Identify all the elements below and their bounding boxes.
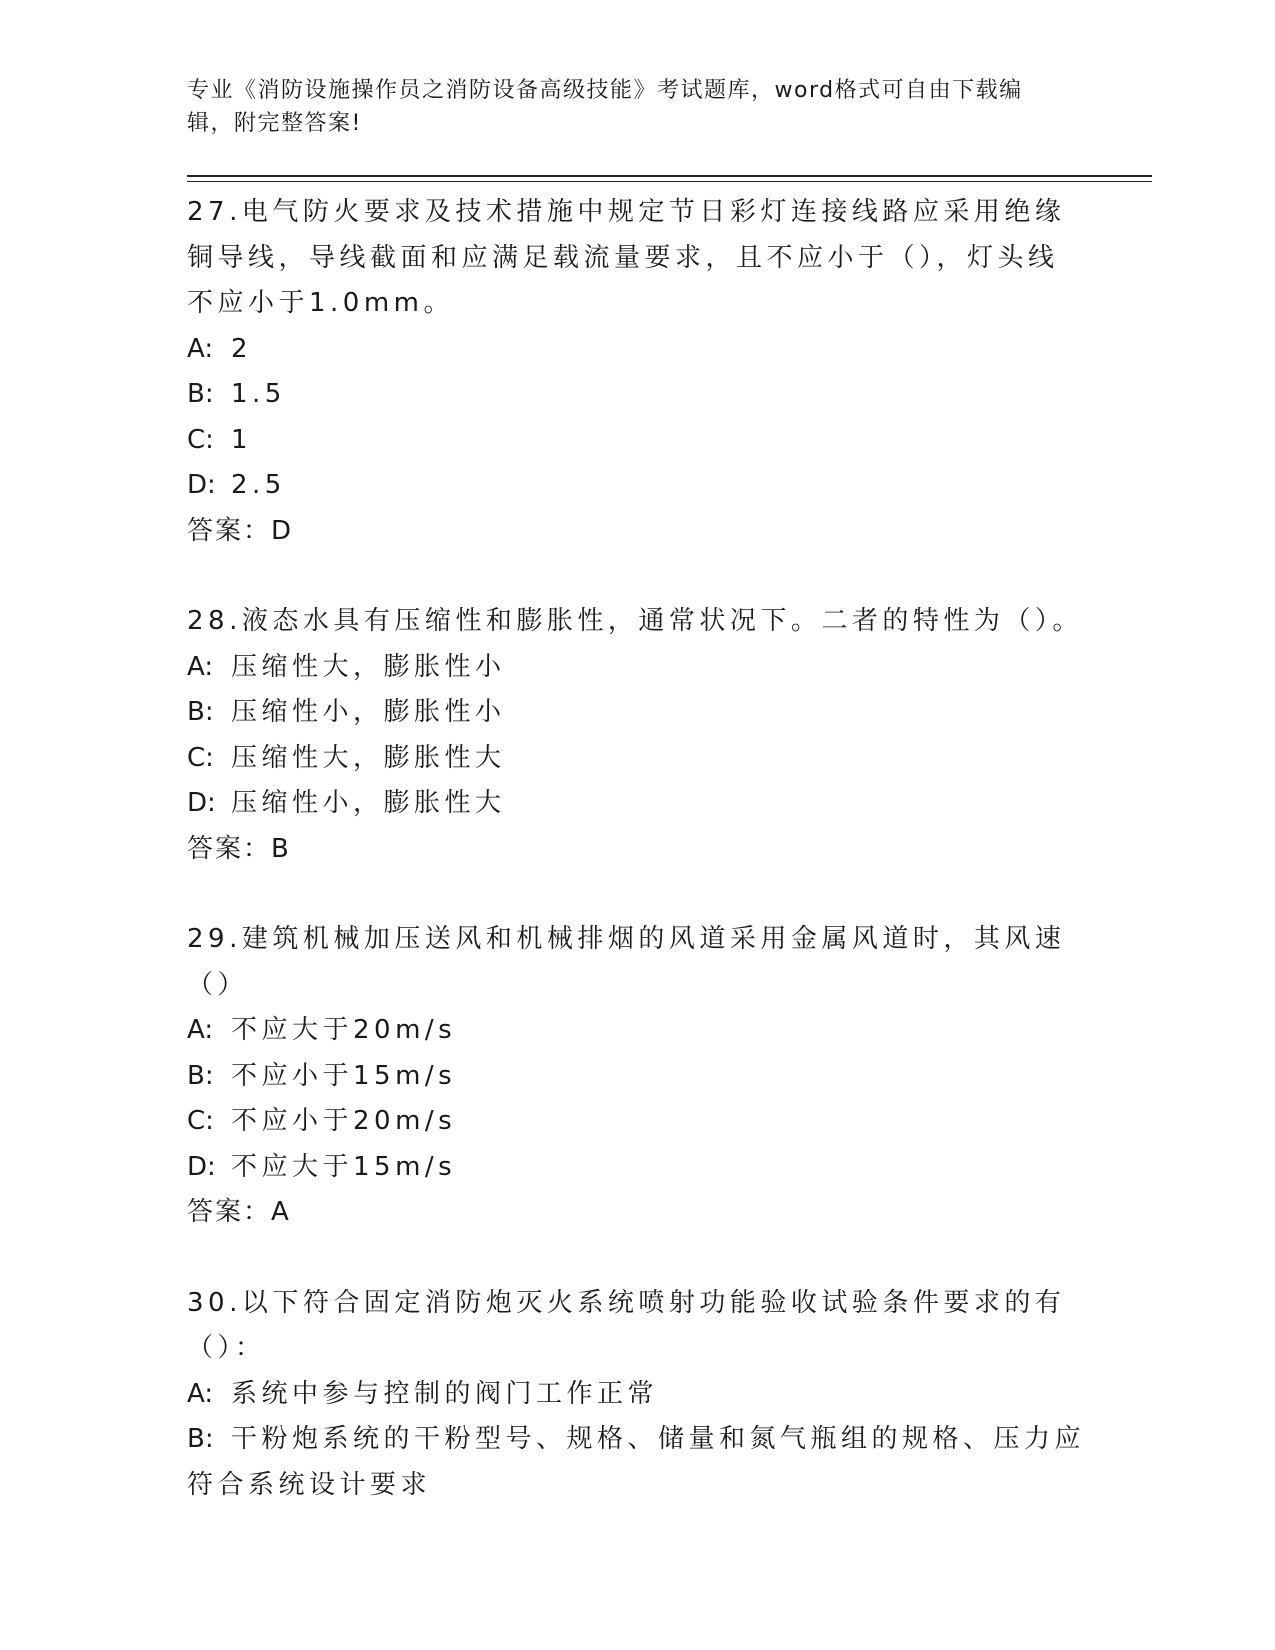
option-letter: C: [187, 1106, 214, 1136]
option-letter: B: [187, 1060, 214, 1091]
option-b [187, 1417, 1087, 1508]
option-text: 压缩性大，膨胀性小 [231, 651, 506, 682]
option-letter: D: [187, 1151, 216, 1182]
option-text: 压缩性小，膨胀性大 [231, 788, 506, 818]
option-text: 2.5 [231, 470, 286, 500]
option-a [187, 645, 1087, 691]
question-stem: 29.建筑机械加压送风和机械排烟的风道采用金属风道时，其风速（） [187, 924, 1066, 1000]
question-list [187, 190, 1087, 1553]
document-header [187, 74, 1067, 140]
question-28 [187, 599, 1087, 872]
option-d [187, 463, 1087, 509]
option-letter: B: [187, 379, 214, 409]
option-text: 压缩性小，膨胀性小 [231, 697, 506, 727]
option-letter: A: [187, 333, 214, 364]
option-letter: B: [187, 697, 214, 727]
option-d [187, 1145, 1087, 1191]
question-stem: 30.以下符合固定消防炮灭火系统喷射功能验收试验条件要求的有（）： [187, 1287, 1066, 1363]
option-text: 1 [231, 424, 253, 455]
option-b [187, 372, 1087, 418]
option-text: 干粉炮系统的干粉型号、规格、储量和氮气瓶组的规格、压力应符合系统设计要求 [187, 1424, 1086, 1500]
question-30 [187, 1281, 1087, 1509]
question-stem: 27.电气防火要求及技术措施中规定节日彩灯连接线路应采用绝缘铜导线，导线截面和应满足载流量要求，且不应小于（），灯头线不应小于1.0mm。 [187, 197, 1066, 318]
answer-line: 答案：B [187, 833, 291, 864]
question-27 [187, 190, 1087, 554]
option-letter: D: [187, 470, 216, 500]
option-text: 系统中参与控制的阀门工作正常 [231, 1378, 659, 1409]
option-c [187, 1099, 1087, 1145]
header-line-2: 辑，附完整答案! [187, 111, 362, 136]
option-b [187, 1054, 1087, 1100]
option-b [187, 690, 1087, 736]
option-text: 2 [231, 333, 253, 364]
option-text: 不应大于15m/s [231, 1151, 457, 1182]
option-text: 不应大于20m/s [231, 1015, 457, 1045]
option-text: 不应小于20m/s [231, 1106, 457, 1136]
option-a [187, 1372, 1087, 1418]
option-d [187, 781, 1087, 827]
option-letter: A: [187, 1378, 214, 1409]
header-line-1: 专业《消防设施操作员之消防设备高级技能》考试题库，word格式可自由下载编 [187, 78, 1023, 103]
answer-line: 答案：A [187, 1197, 291, 1227]
option-letter: C: [187, 742, 214, 773]
option-a [187, 327, 1087, 373]
answer-line: 答案：D [187, 515, 294, 546]
option-text: 不应小于15m/s [231, 1060, 457, 1091]
header-divider-thick [187, 175, 1152, 177]
option-letter: B: [187, 1424, 214, 1454]
option-a [187, 1008, 1087, 1054]
option-letter: A: [187, 1015, 214, 1045]
question-stem: 28.液态水具有压缩性和膨胀性，通常状况下。二者的特性为（）。 [187, 606, 1083, 636]
option-c [187, 736, 1087, 782]
question-29 [187, 917, 1087, 1236]
option-letter: C: [187, 424, 214, 455]
option-text: 压缩性大，膨胀性大 [231, 742, 506, 773]
option-c [187, 418, 1087, 464]
option-text: 1.5 [231, 379, 286, 409]
header-divider-thin [187, 181, 1152, 182]
option-letter: A: [187, 651, 214, 682]
option-letter: D: [187, 788, 216, 818]
